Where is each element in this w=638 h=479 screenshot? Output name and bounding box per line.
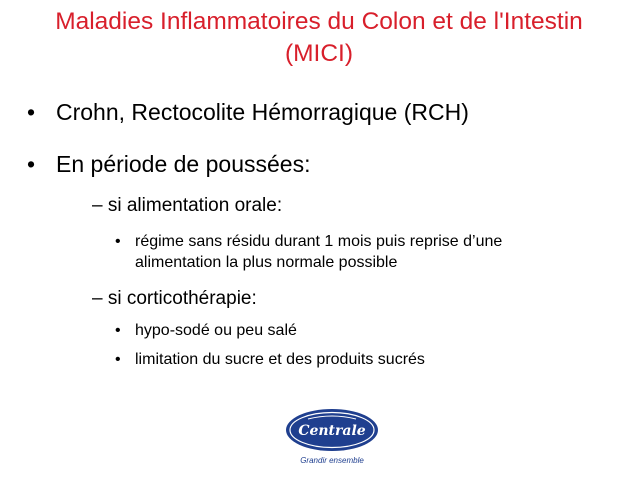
sub-item-text: si alimentation orale: <box>107 195 283 216</box>
title-line-1: Maladies Inflammatoires du Colon et de l'Intestin <box>55 8 583 35</box>
sub-item <box>92 287 257 311</box>
dash-marker: – <box>92 195 103 216</box>
sub-sub-item-line-2: alimentation la plus normale possible <box>135 254 398 271</box>
bullet-marker: • <box>27 99 36 125</box>
bullet-text: En période de poussées: <box>56 151 311 177</box>
bullet-item <box>27 150 311 178</box>
logo-brand-text: Centrale <box>298 423 366 439</box>
centrale-logo <box>282 407 382 469</box>
bullet-marker: • <box>27 151 36 177</box>
sub-sub-item <box>115 231 503 273</box>
sub-item-text: si corticothérapie: <box>107 288 257 309</box>
title-line-2: (MICI) <box>284 40 354 67</box>
logo-subtitle-text: Grandir ensemble <box>300 456 364 465</box>
sub-sub-item <box>115 320 297 341</box>
sub-item <box>92 194 282 218</box>
sub-sub-item-text: hypo-sodé ou peu salé <box>135 322 297 339</box>
bullet-marker: • <box>115 233 121 250</box>
bullet-item <box>27 98 469 126</box>
slide-title <box>0 6 638 70</box>
sub-sub-item-text: limitation du sucre et des produits sucrés <box>135 351 425 368</box>
sub-sub-item-line-1: régime sans résidu durant 1 mois puis reprise d’une <box>135 233 503 250</box>
bullet-marker: • <box>115 322 121 339</box>
sub-sub-item <box>115 349 425 370</box>
bullet-text: Crohn, Rectocolite Hémorragique (RCH) <box>56 99 469 125</box>
bullet-marker: • <box>115 351 121 368</box>
dash-marker: – <box>92 288 103 309</box>
